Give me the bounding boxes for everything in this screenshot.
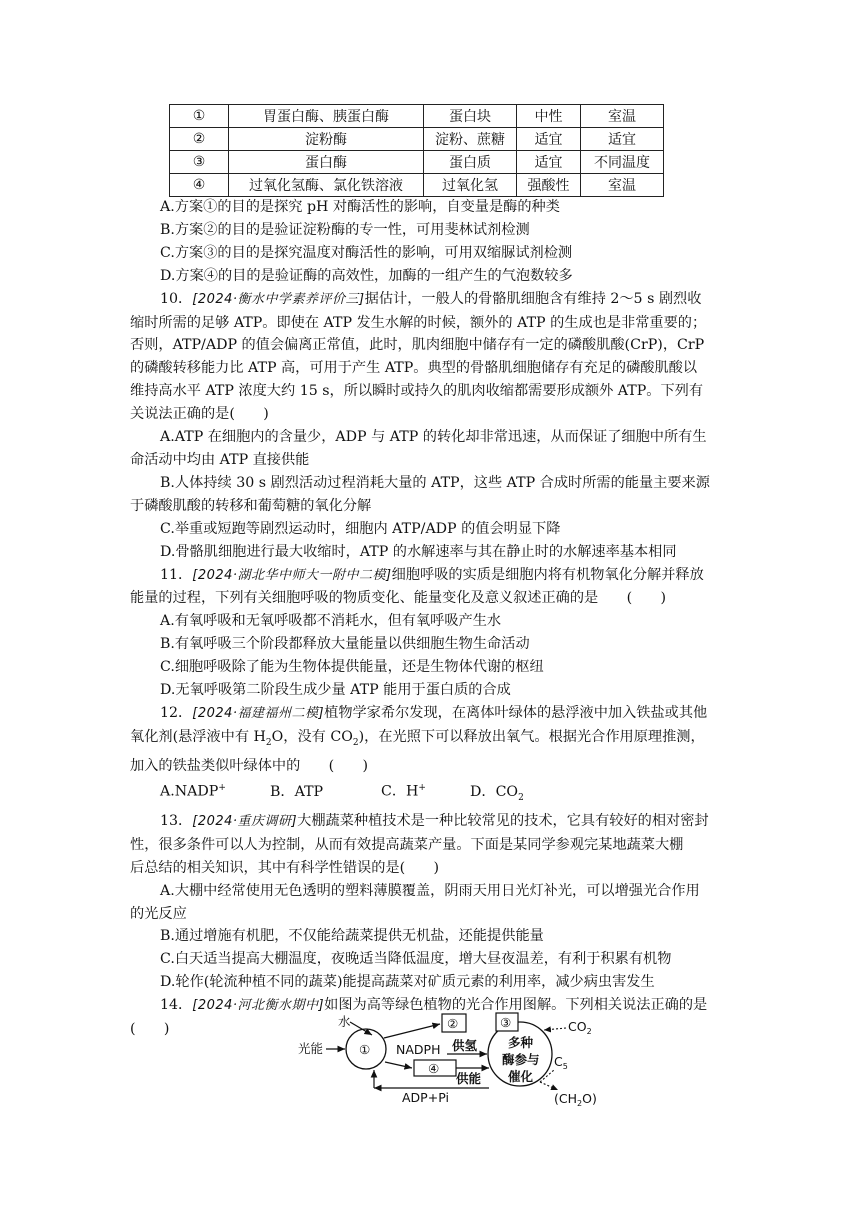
table-cell: 蛋白块 (424, 105, 517, 128)
question-content (130, 196, 730, 1041)
table-row (170, 105, 664, 128)
question-text: 关说法正确的是( ) (130, 406, 269, 423)
question-12-stem (130, 702, 730, 726)
table-cell: 蛋白酶 (229, 151, 424, 174)
co2-text: CO (568, 1019, 587, 1034)
table-cell: 适宜 (517, 128, 581, 151)
nadph-label: NADPH (396, 1042, 441, 1057)
question-number: 10． (160, 290, 193, 307)
option-a: A.有氧呼吸和无氧呼吸都不消耗水，但有氧呼吸产生水 (160, 613, 502, 630)
question-11-stem (130, 564, 730, 588)
table-cell: ① (170, 105, 229, 128)
text-run: 氧化剂(悬浮液中有 H (130, 728, 266, 745)
option-c: C.方案③的目的是探究温度对酶活性的影响，可用双缩脲试剂检测 (160, 244, 573, 261)
question-text: 否则，ATP/ADP 的值会偏离正常值，此时，肌肉细胞中储存有一定的磷酸肌酸(CrP)，CrP (130, 337, 705, 354)
table-cell: 淀粉酶 (229, 128, 424, 151)
experiment-table (169, 104, 664, 197)
table-cell: 不同温度 (581, 151, 664, 174)
option-label: A.NADP (160, 784, 219, 801)
table-cell: ③ (170, 151, 229, 174)
diagram-svg (292, 1010, 604, 1130)
adp-label: ADP+Pi (402, 1090, 449, 1105)
option-label: C．H (381, 784, 419, 801)
h-supply-label: 供氢 (452, 1038, 478, 1053)
option-b-cont: 于磷酸肌酸的转移和葡萄糖的氧化分解 (130, 497, 372, 514)
option-c: C.白天适当提高大棚温度，夜晚适当降低温度，增大昼夜温差，有利于积累有机物 (160, 951, 672, 968)
table-cell: 中性 (517, 105, 581, 128)
arrow-to-box-4 (385, 1062, 412, 1068)
question-text: 加入的铁盐类似叶绿体中的 ( ) (130, 757, 369, 774)
option-c: C.细胞呼吸除了能为生物体提供能量，还是生物体代谢的枢纽 (160, 659, 544, 676)
question-source: [2024·河北衡水期中] (192, 998, 325, 1014)
question-source: [2024·湖北华中师大一附中二模] (192, 567, 392, 583)
text-run: )，在光照下可以释放出氧气。根据光合作用原理推测， (358, 728, 705, 745)
co2-arrow (544, 1028, 566, 1030)
question-source: [2024·衡水中学素养评价三] (192, 291, 365, 307)
table-cell: 胃蛋白酶、胰蛋白酶 (229, 105, 424, 128)
arrow-to-box-2 (384, 1024, 440, 1038)
question-text: 后总结的相关知识，其中有科学性错误的是( ) (130, 859, 440, 876)
water-label: 水 (338, 1014, 351, 1029)
e-supply-label: 供能 (456, 1071, 482, 1086)
subscript: 2 (518, 793, 524, 804)
question-text: 缩时所需的足够 ATP。即使在 ATP 发生水解的时候，额外的 ATP 的生成也是非常重要的； (130, 314, 707, 331)
label-4: ④ (428, 1061, 440, 1076)
table-cell: 适宜 (517, 151, 581, 174)
question-text: ( ) (130, 1021, 170, 1038)
question-number: 11． (160, 566, 193, 583)
question-text: 的磷酸转移能力比 ATP 高，可用于产生 ATP。典型的骨骼肌细胞储存有充足的磷酸肌酸以 (130, 360, 698, 377)
enzyme-label-1: 多种 (508, 1035, 534, 1050)
option-d: D.骨骼肌细胞进行最大收缩时，ATP 的水解速率与其在静止时的水解速率基本相同 (160, 543, 677, 560)
option-a (160, 777, 270, 804)
question-source: [2024·重庆调研] (192, 813, 298, 829)
ch2o-label (554, 1091, 597, 1108)
superscript: + (418, 783, 426, 794)
question-text: 细胞呼吸的实质是细胞内将有机物氧化分解并释放 (391, 566, 704, 583)
option-d: D.方案④的目的是验证酶的高效性，加酶的一组产生的气泡数较多 (160, 267, 573, 284)
subscript: 2 (352, 737, 359, 748)
question-text: 如图为高等绿色植物的光合作用图解。下列相关说法正确的是 (324, 997, 708, 1014)
table-cell: 室温 (581, 105, 664, 128)
table-cell: ② (170, 128, 229, 151)
table-row (170, 174, 664, 197)
option-d (470, 781, 524, 810)
text-run: O，没有 CO (271, 728, 353, 745)
option-c (381, 777, 470, 804)
option-label: D．CO (470, 784, 519, 801)
ch2o-arrow (540, 1082, 558, 1090)
option-a: A.大棚中经常使用无色透明的塑料薄膜覆盖，阴雨天用日光灯补光，可以增强光合作用 (160, 882, 700, 899)
table-row (170, 128, 664, 151)
enzyme-label-3: 催化 (508, 1069, 534, 1084)
table-row (170, 151, 664, 174)
options-row (130, 777, 730, 809)
table-cell: 室温 (581, 174, 664, 197)
question-source: [2024·福建福州二模] (192, 705, 325, 721)
option-b: B.通过增施有机肥，不仅能给蔬菜提供无机盐，还能提供能量 (160, 928, 544, 945)
question-text: 大棚蔬菜种植技术是一种比较常见的技术，它具有较好的相对密封 (297, 812, 709, 829)
table-cell: 过氧化氢 (424, 174, 517, 197)
option-a-cont: 命活动中均由 ATP 直接供能 (130, 451, 310, 468)
question-text: 性，很多条件可以人为控制，从而有效提高蔬菜产量。下面是某同学参观完某地蔬菜大棚 (130, 836, 684, 853)
subscript: 2 (265, 737, 272, 748)
c5-text: C (554, 1054, 563, 1069)
question-number: 12． (160, 704, 193, 721)
option-d: D.轮作(轮流种植不同的蔬菜)能提高蔬菜对矿质元素的利用率，减少病虫害发生 (160, 974, 655, 991)
c5-label (554, 1054, 568, 1071)
ch2o-text: (CH (554, 1091, 578, 1106)
question-number: 13． (160, 812, 193, 829)
table-cell: 过氧化氢酶、氯化铁溶液 (229, 174, 424, 197)
table-cell: 适宜 (581, 128, 664, 151)
question-text: 能量的过程，下列有关细胞呼吸的物质变化、能量变化及意义叙述正确的是 ( ) (130, 590, 667, 607)
option-a-cont: 的光反应 (130, 905, 187, 922)
question-10-stem (130, 288, 730, 312)
option-b: B.有氧呼吸三个阶段都释放大量能量以供细胞生物生命活动 (160, 636, 530, 653)
option-d: D.无氧呼吸第二阶段生成少量 ATP 能用于蛋白质的合成 (160, 682, 511, 699)
question-text: 维持高水平 ATP 浓度大约 15 s，所以瞬时或持久的肌肉收缩都需要形成额外 ATP。下列有 (130, 383, 704, 400)
option-b: B．ATP (270, 784, 324, 801)
light-energy-label: 光能 (298, 1041, 324, 1056)
option-b: B.方案②的目的是验证淀粉酶的专一性，可用斐林试剂检测 (160, 221, 530, 238)
co2-label (568, 1019, 592, 1036)
question-number: 14． (160, 997, 193, 1014)
ch2o-text-end: O) (582, 1091, 597, 1106)
question-text: 据估计，一般人的骨骼肌细胞含有维持 2～5 s 剧烈收 (364, 290, 702, 307)
question-text: 植物学家希尔发现，在离体叶绿体的悬浮液中加入铁盐或其他 (324, 704, 708, 721)
question-text (130, 726, 730, 755)
c5-subscript: 5 (562, 1062, 568, 1071)
option-a: A.ATP 在细胞内的含量少，ADP 与 ATP 的转化却非常迅速，从而保证了细胞中所有生 (160, 429, 707, 446)
table-cell: 强酸性 (517, 174, 581, 197)
question-13-stem (130, 810, 730, 834)
label-3: ③ (500, 1015, 512, 1030)
enzyme-label-2: 酶参与 (502, 1052, 540, 1067)
table-cell: 淀粉、蔗糖 (424, 128, 517, 151)
co2-subscript: 2 (586, 1027, 592, 1036)
option-c: C.举重或短跑等剧烈运动时，细胞内 ATP/ADP 的值会明显下降 (160, 520, 561, 537)
option-b: B.人体持续 30 s 剧烈活动过程消耗大量的 ATP，这些 ATP 合成时所需的能量主要来源 (160, 474, 710, 491)
photosynthesis-diagram (292, 1010, 604, 1130)
label-2: ② (447, 1016, 459, 1031)
superscript: + (218, 783, 226, 794)
ch2o-subscript: 2 (577, 1099, 583, 1108)
option-a: A.方案①的目的是探究 pH 对酶活性的影响，自变量是酶的种类 (160, 199, 560, 215)
label-1: ① (359, 1042, 371, 1057)
table-cell: ④ (170, 174, 229, 197)
table-cell: 蛋白质 (424, 151, 517, 174)
